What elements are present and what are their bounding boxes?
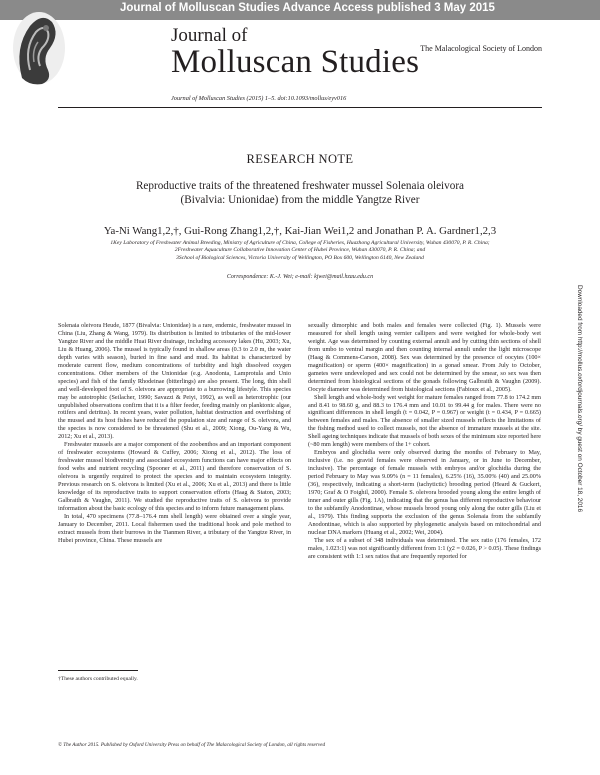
affiliation-1: 1Key Laboratory of Freshwater Animal Breeding, Ministry of Agriculture of China, College of Fisheries, Huazhong Agricultural University, Wuhan 430070, P. R. China;: [110, 240, 490, 246]
paragraph: Freshwater mussels are a major component of the zoobenthos and an important component of freshwater ecosystems (Howard & Cuffey, 2006; Xiong et al., 2012). The loss of freshwater mussel biodiversity and associated ecosystem functions can have major effects on food webs and nutrient recycling (Spooner et al., 2011) and therefore conservation of S. oleivora is urgently required to protect the species and to maintain ecosystem integrity. Previous research on S. oleivora is limited (Xu et al., 2006; Xu et al., 2013) and there is little knowledge of its reproductive traits to support conservation efforts (Haag & Staton, 2003; Galbraith & Vaughn, 2011). We studied the reproductive traits of S. oleivora to provide information about the basic ecology of this species and to inform future management plans.: [58, 441, 291, 512]
journal-title-line1: Journal of: [171, 25, 248, 46]
citation-line: Journal of Molluscan Studies (2015) 1–5. doi:10.1093/mollus/eyv016: [171, 95, 347, 102]
section-label: RESEARCH NOTE: [246, 152, 354, 166]
footnote: †These authors contributed equally.: [58, 676, 138, 682]
society-name: The Malacological Society of London: [420, 44, 542, 53]
footnote-rule: [58, 670, 138, 671]
copyright-line: © The Author 2015. Published by Oxford University Press on behalf of The Malacological Society of London, all rights reserved: [58, 742, 326, 748]
paragraph: Solenaia oleivora Heude, 1877 (Bivalvia: Unionidae) is a rare, endemic, freshwater mussel in China (Liu, Zhang & Wang, 1979). Its distribution is limited to tributaries of the mid-lower Yangtze River and the middle Huai River drainage, including accessory lakes (Hu, 2003; Xu, Liu & Huang, 2006). The mussel is typically found in shallow areas (0.3 to 2.0 m, the water depth varies with season), buried in fine sand and mud. Its habitat is characterized by moderate current flow, medium concentrations of turbidity and high dissolved oxygen concentrations. Other members of the Unionidae (e.g. Anodonta, Lamprotula and Unio species) and fish of the family Rhodeinae (bitterlings) are also present. The long, thin shell and well-developed foot of S. oleivora are appropriate to a burrowing lifestyle. This species may be autotrophic (Seilacher, 1990; Savazzi & Peiyi, 1992), as well as heterotrophic (our unpublished observations confirm that it is a filter feeder, feeding mainly on planktonic algae, rotifers and detritus). In recent years, water pollution, habitat destruction and overfishing of the mussel and its host fishes have reduced the population size and range of S. oleivora, and the species is now considered to be threatened (Shu et al., 2009; Xiong, Ou-Yang & Wu, 2012; Xu et al., 2013).: [58, 322, 291, 441]
correspondence: Correspondence: K.-J. Wei; e-mail: kjwei@mail.hzau.edu.cn: [226, 274, 374, 280]
paragraph: Shell length and whole-body wet weight for mature females ranged from 77.8 to 174.2 mm and 8.41 to 98.60 g, and 88.3 to 176.4 mm and 10.01 to 99.44 g for males. There were no significant differences in shell length (t = 0.042, P = 0.967) or weight (t = 0.434, P = 0.665) between females and males. The absence of smaller sized mussels reflects the limitations of the fishing method used to collect mussels, not the absence of immature mussels at the site. Shell ageing techniques indicate that mussels of both sexes of the minimum size reported here (~80 mm length) were members of the 1+ cohort.: [308, 393, 542, 449]
article-title: [80, 180, 520, 207]
body-column-right: [308, 322, 541, 561]
download-watermark: [572, 285, 586, 685]
advance-access-banner: [0, 0, 600, 20]
author-list: Ya-Ni Wang1,2,†, Gui-Rong Zhang1,2,†, Kai-Jian Wei1,2 and Jonathan P. A. Gardner1,2,3: [103, 225, 497, 237]
affiliation-2: 2Freshwater Aquaculture Collaborative Innovation Center of Hubei Province, Wuhan 430070, P. R. China; and: [174, 247, 426, 254]
paragraph: sexually dimorphic and both males and females were collected (Fig. 1). Mussels were measured for shell length using vernier callipers and were weighed for whole-body wet weight. Age was determined by counting external annuli and by cutting thin sections of shell from umbo to ventral margin and then counting internal annuli under the light microscope (Haag & Commens-Carson, 2008). Sex was determined by the presence of oocytes (100× magnification) or sperm (400× magnification) in a gonad smear. From July to October, gametes were undeveloped and sex could not be determined by the smear, so sex was then determined from histological sections of the gonads following Galbraith & Vaughn (2009). Oocyte diameter was determined from histological sections (Fabioux et al., 2005).: [308, 322, 541, 393]
masthead-rule: [58, 107, 542, 108]
download-note: Downloaded from http://mollus.oxfordjournals.org/ by guest on October 18, 2016: [576, 285, 583, 512]
body-column-left: [58, 322, 291, 545]
snail-shell-logo: [8, 8, 70, 88]
paragraph: Embryos and glochidia were only observed during the months of February to May, inclusive (i.e. no gravid females were observed in January, or in June to December, inclusive). The percentage of female mussels with embryos and/or glochidia during the period February to May was 9.09% (n = 11 females), 6.25% (16), 35.00% (40) and 25.00% (36), respectively, indicating a short-term (tachytictic) brooding period (Heard & Guckert, 1970; Graf & O Foighil, 2000). Female S. oleivora brooded young along the entire length of inner and outer gills (Fig. 1A), indicating that the genus has different reproductive behaviour to the subfamily Anodontinae, whose mussels brood young only along the outer gills (Liu et al., 1979). This finding supports the exclusion of the genus Solenaia from the subfamily Anodontinae, which is also supported by phylogenetic analysis based on mitochondrial and nuclear DNA markers (Huang et al., 2002; Wei, 2004).: [308, 449, 541, 536]
title-line-2: (Bivalvia: Unionidae) from the middle Yangtze River: [180, 193, 420, 206]
journal-title: Molluscan Studies: [171, 44, 420, 80]
paragraph: In total, 470 specimens (77.8–176.4 mm shell length) were obtained over a single year, January to December, 2011. Local fishermen used the traditional hook and pole method to extract mussels from their burrows in the Tianmen River, a tributary of the Yangtze River, in Hubei province, China. These mussels are: [58, 512, 291, 544]
affiliations: [58, 240, 542, 262]
banner-text: Journal of Molluscan Studies Advance Access published 3 May 2015: [120, 2, 495, 14]
affiliation-3: 3School of Biological Sciences, Victoria University of Wellington, PO Box 600, Wellington 6140, New Zealand: [176, 254, 424, 261]
title-line-1: Reproductive traits of the threatened freshwater mussel Solenaia oleivora: [135, 180, 465, 192]
paragraph: The sex of a subset of 348 individuals was determined. The sex ratio (176 females, 172 males, 1.023:1) was not significantly different from 1:1 (χ2 = 0.026, P > 0.05). These findings are consistent with 1:1 sex ratios that are frequently reported for: [308, 536, 541, 560]
